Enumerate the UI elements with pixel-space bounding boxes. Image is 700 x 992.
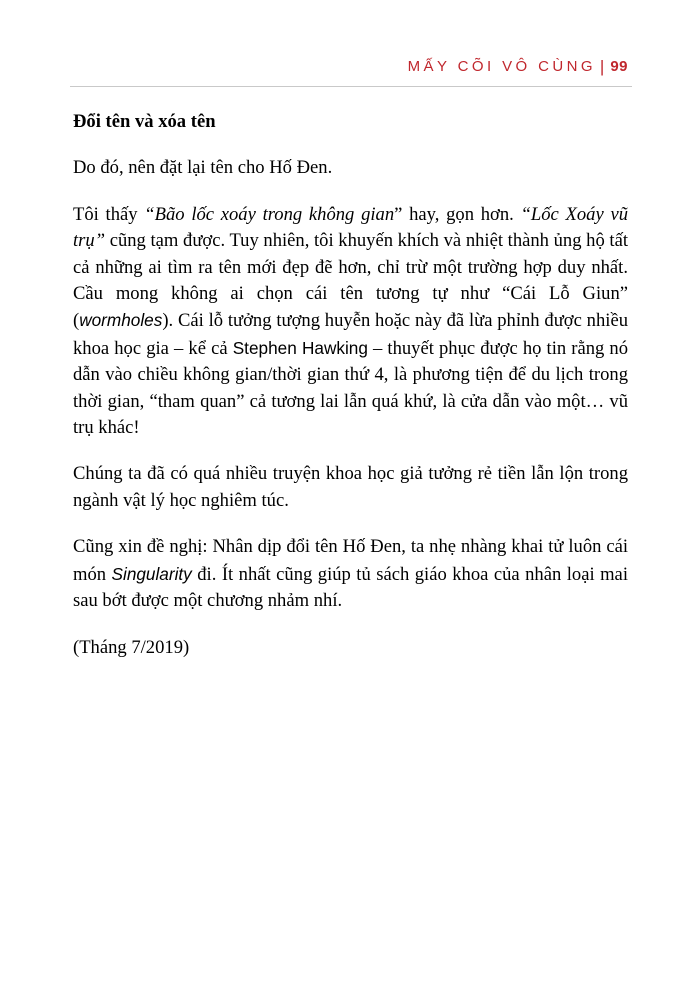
paragraph-1: Do đó, nên đặt lại tên cho Hố Đen. xyxy=(73,157,333,179)
paragraph-4-text-2: đi. Ít nhất cũng giúp tủ sách giáo khoa của nhân loại mai sau bớt được một chương nhảm nhí. xyxy=(73,563,628,612)
section-heading: Đổi tên và xóa tên xyxy=(73,111,216,132)
paragraph-4-text-1: Cũng xin đề nghị: Nhân dịp đổi tên Hố Đen, ta nhẹ nhàng khai tử luôn cái món xyxy=(73,536,628,585)
paragraph-3: Chúng ta đã có quá nhiều truyện khoa học giả tưởng rẻ tiền lẫn lộn trong ngành vật lý học nghiêm túc. xyxy=(73,463,628,511)
paragraph-2-italic-1: “Bão lốc xoáy trong không gian xyxy=(144,203,395,225)
paragraph-2-italic-3: wormholes xyxy=(79,310,163,331)
page-body xyxy=(73,109,628,681)
header-separator: | xyxy=(599,57,605,76)
page-number: 99 xyxy=(610,58,628,75)
paragraph-2-text-5: – thuyết phục được họ tin rằng nó dẫn vào chiều không gian/thời gian thứ 4, là phương tiện để du lịch trong thời gian, “tham quan” cả tương lai lẫn quá khứ, là cửa dẫn vào một… vũ trụ khác! xyxy=(73,337,628,439)
paragraph-2-text-1: Tôi thấy xyxy=(73,203,145,225)
paragraph-2-text-3: cũng tạm được. Tuy nhiên, tôi khuyến khích và nhiệt thành ủng hộ tất cả những ai tìm ra tên mới đẹp đẽ hơn, chỉ trừ một trường hợp duy nhất. Cầu mong không ai chọn cái tên tương tự như “Cái Lỗ Giun” ( xyxy=(73,230,628,332)
header-divider xyxy=(70,86,632,87)
running-header xyxy=(408,57,628,77)
date-note: (Tháng 7/2019) xyxy=(73,636,190,658)
book-title: MẤY CÕI VÔ CÙNG xyxy=(407,58,596,75)
paragraph-4 xyxy=(73,534,628,614)
paragraph-2-text-4: ). Cái lỗ tưởng tượng huyễn hoặc này đã lừa phỉnh được nhiều khoa học gia – kể cả xyxy=(73,310,628,359)
paragraph-2-text-2: ” hay, gọn hơn. xyxy=(394,203,521,225)
paragraph-4-italic-1: Singularity xyxy=(111,563,192,584)
paragraph-2-name: Stephen Hawking xyxy=(232,337,368,358)
paragraph-2-italic-2: “Lốc Xoáy vũ trụ” xyxy=(73,203,628,252)
paragraph-2 xyxy=(73,202,628,442)
